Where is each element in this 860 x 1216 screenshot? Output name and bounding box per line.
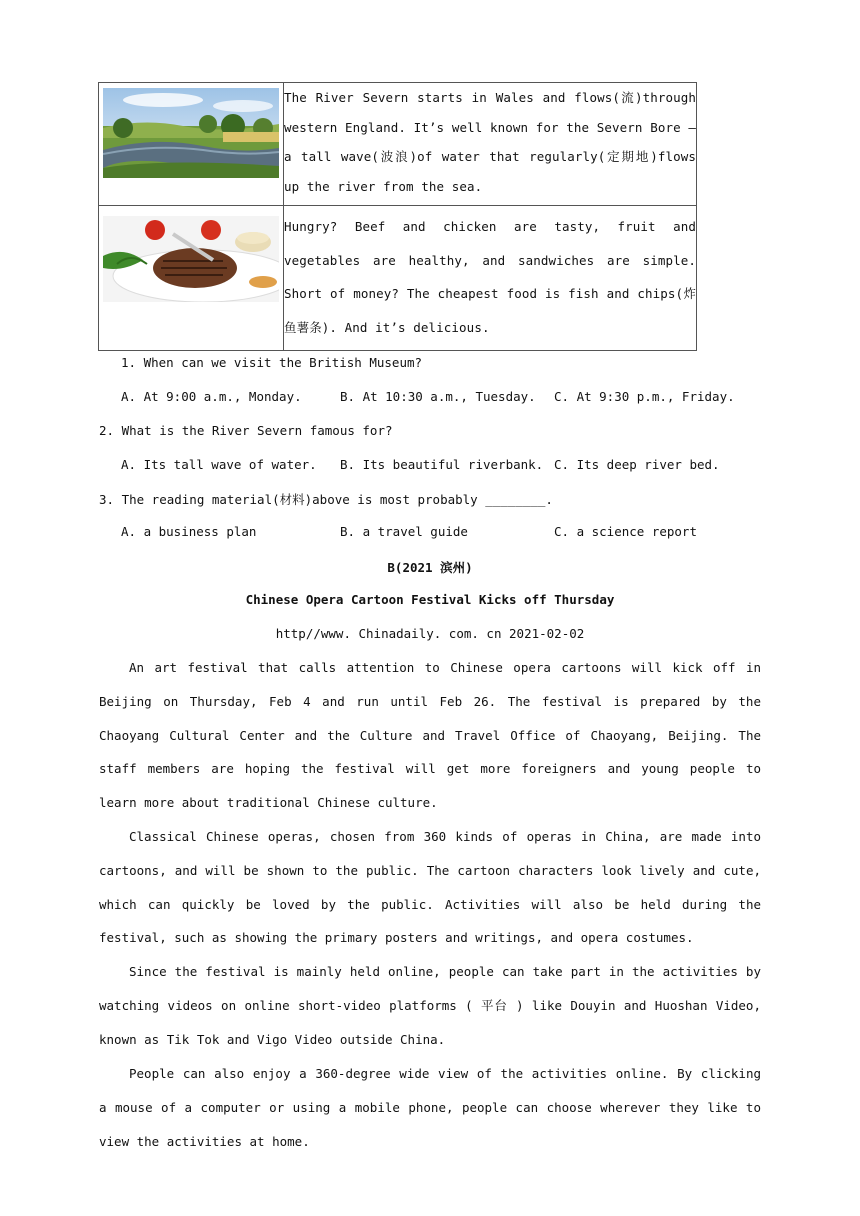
steak-dinner-photo bbox=[103, 216, 279, 302]
image-cell bbox=[99, 206, 284, 351]
table-cell-text: Hungry? Beef and chicken are tasty, fruit and vegetables are healthy, and sandwiches are simple. Short of money? The cheapest food is fish and chips(炸鱼薯条). And it’s delicious. bbox=[284, 206, 697, 351]
table-row bbox=[99, 206, 697, 351]
question-stem: 2. What is the River Severn famous for? bbox=[99, 423, 393, 438]
table-cell-text: The River Severn starts in Wales and flows(流)through western England. It’s well known for the Severn Bore — a tall wave(波浪)of water that regularly(定期地)flows up the river from the sea. bbox=[284, 83, 697, 206]
question-stem: 1. When can we visit the British Museum? bbox=[121, 355, 423, 370]
info-table bbox=[98, 82, 697, 351]
article-source: http//www. Chinadaily. com. cn 2021-02-02 bbox=[275, 626, 585, 641]
answer-option: C. a science report bbox=[554, 524, 697, 539]
answer-option: C. At 9:30 p.m., Friday. bbox=[554, 389, 735, 404]
table-row bbox=[99, 83, 697, 206]
answer-option: B. At 10:30 a.m., Tuesday. bbox=[340, 389, 536, 404]
answer-option: B. a travel guide bbox=[340, 524, 468, 539]
image-cell bbox=[99, 83, 284, 206]
river-landscape-photo bbox=[103, 88, 279, 178]
answer-option: B. Its beautiful riverbank. bbox=[340, 457, 544, 472]
article-paragraph: An art festival that calls attention to Chinese opera cartoons will kick off in Beijing on Thursday, Feb 4 and run until Feb 26. The festival is prepared by the Chaoyang Cultural Center and the Culture and Travel Office of Chaoyang, Beijing. The staff members are hoping the festival will get more foreigners and young people to learn more about traditional Chinese culture. bbox=[99, 660, 761, 811]
answer-option: A. Its tall wave of water. bbox=[121, 457, 317, 472]
section-heading: B(2021 滨州) bbox=[387, 560, 473, 575]
article-title: Chinese Opera Cartoon Festival Kicks off Thursday bbox=[245, 592, 615, 607]
answer-option: A. a business plan bbox=[121, 524, 257, 539]
article-paragraph: Since the festival is mainly held online, people can take part in the activities by watching videos on online short-video platforms ( 平台 ) like Douyin and Huoshan Video, known as Tik Tok and Vigo Video outside China. bbox=[99, 964, 761, 1047]
article-paragraph: People can also enjoy a 360-degree wide view of the activities online. By clicking a mouse of a computer or using a mobile phone, people can choose wherever they like to view the activities at home. bbox=[99, 1066, 761, 1149]
answer-option: C. Its deep river bed. bbox=[554, 457, 720, 472]
article-paragraph: Classical Chinese operas, chosen from 360 kinds of operas in China, are made into cartoons, and will be shown to the public. The cartoon characters look lively and cute, which can quickly be loved by the public. Activities will also be held during the festival, such as showing the primary posters and writings, and opera costumes. bbox=[99, 829, 761, 946]
question-stem: 3. The reading material(材料)above is most probably ________. bbox=[99, 492, 553, 507]
answer-option: A. At 9:00 a.m., Monday. bbox=[121, 389, 302, 404]
